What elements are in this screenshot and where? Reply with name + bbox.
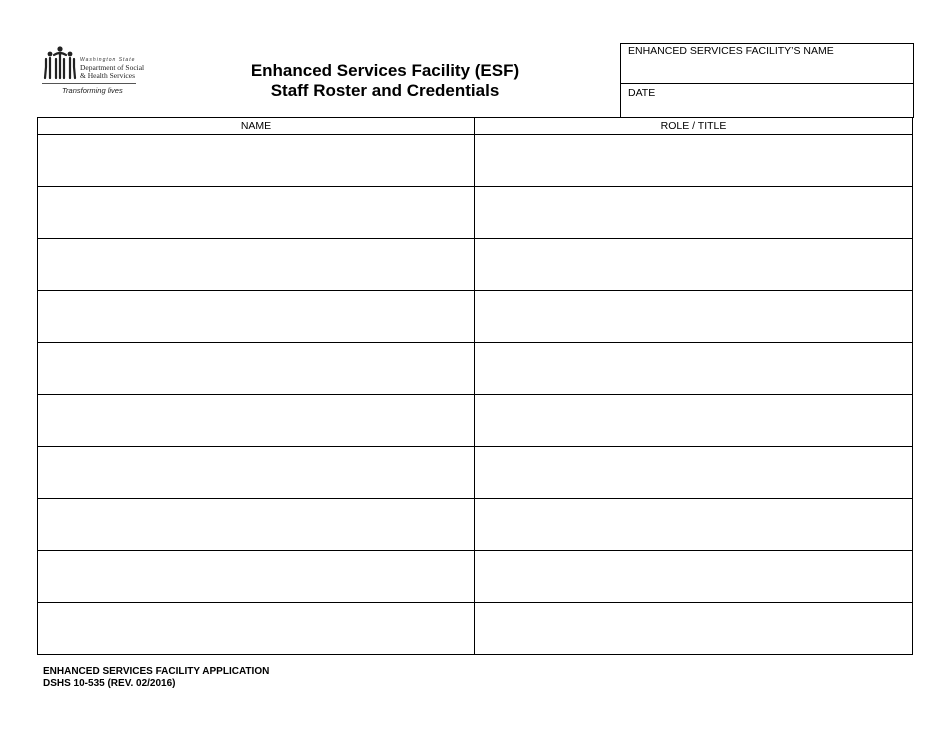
name-cell[interactable] — [38, 499, 475, 551]
logo-department-line2: & Health Services — [80, 71, 135, 80]
name-cell[interactable] — [38, 291, 475, 343]
role-title-cell[interactable] — [475, 603, 913, 655]
logo-state-text: Washington State — [80, 57, 136, 63]
logo-department-line1: Department of Social — [80, 63, 145, 72]
facility-name-field[interactable] — [621, 44, 913, 84]
form-footer — [43, 666, 269, 690]
table-row — [38, 551, 913, 603]
name-cell[interactable] — [38, 603, 475, 655]
table-row — [38, 135, 913, 187]
name-cell[interactable] — [38, 135, 475, 187]
role-title-cell[interactable] — [475, 291, 913, 343]
dshs-people-logo-icon — [42, 45, 78, 81]
role-title-cell[interactable] — [475, 239, 913, 291]
table-row — [38, 603, 913, 655]
role-title-cell[interactable] — [475, 343, 913, 395]
footer-application-name: ENHANCED SERVICES FACILITY APPLICATION — [43, 666, 270, 677]
form-title — [220, 61, 550, 101]
name-cell[interactable] — [38, 343, 475, 395]
table-row — [38, 343, 913, 395]
facility-name-label: ENHANCED SERVICES FACILITY’S NAME — [628, 45, 834, 57]
date-label: DATE — [628, 87, 656, 99]
name-cell[interactable] — [38, 239, 475, 291]
name-cell[interactable] — [38, 187, 475, 239]
form-title-line2: Staff Roster and Credentials — [270, 81, 500, 100]
table-row — [38, 395, 913, 447]
header-fields-box — [620, 43, 914, 118]
logo-tagline: Transforming lives — [62, 86, 123, 95]
name-cell[interactable] — [38, 551, 475, 603]
role-title-cell[interactable] — [475, 135, 913, 187]
column-header-name: NAME — [38, 118, 475, 135]
table-row — [38, 447, 913, 499]
dshs-logo — [42, 45, 145, 97]
table-row — [38, 187, 913, 239]
name-cell[interactable] — [38, 447, 475, 499]
table-row — [38, 291, 913, 343]
table-header-row — [38, 118, 913, 135]
footer-form-number: DSHS 10-535 (REV. 02/2016) — [43, 678, 176, 689]
role-title-cell[interactable] — [475, 395, 913, 447]
role-title-cell[interactable] — [475, 551, 913, 603]
table-row — [38, 239, 913, 291]
role-title-cell[interactable] — [475, 447, 913, 499]
name-cell[interactable] — [38, 395, 475, 447]
column-header-role-title: ROLE / TITLE — [475, 118, 913, 135]
role-title-cell[interactable] — [475, 187, 913, 239]
logo-department-text — [80, 64, 144, 80]
form-title-line1: Enhanced Services Facility (ESF) — [250, 61, 520, 80]
logo-divider — [42, 83, 136, 84]
table-row — [38, 499, 913, 551]
role-title-cell[interactable] — [475, 499, 913, 551]
staff-roster-table — [37, 117, 913, 655]
date-field[interactable] — [621, 84, 913, 118]
